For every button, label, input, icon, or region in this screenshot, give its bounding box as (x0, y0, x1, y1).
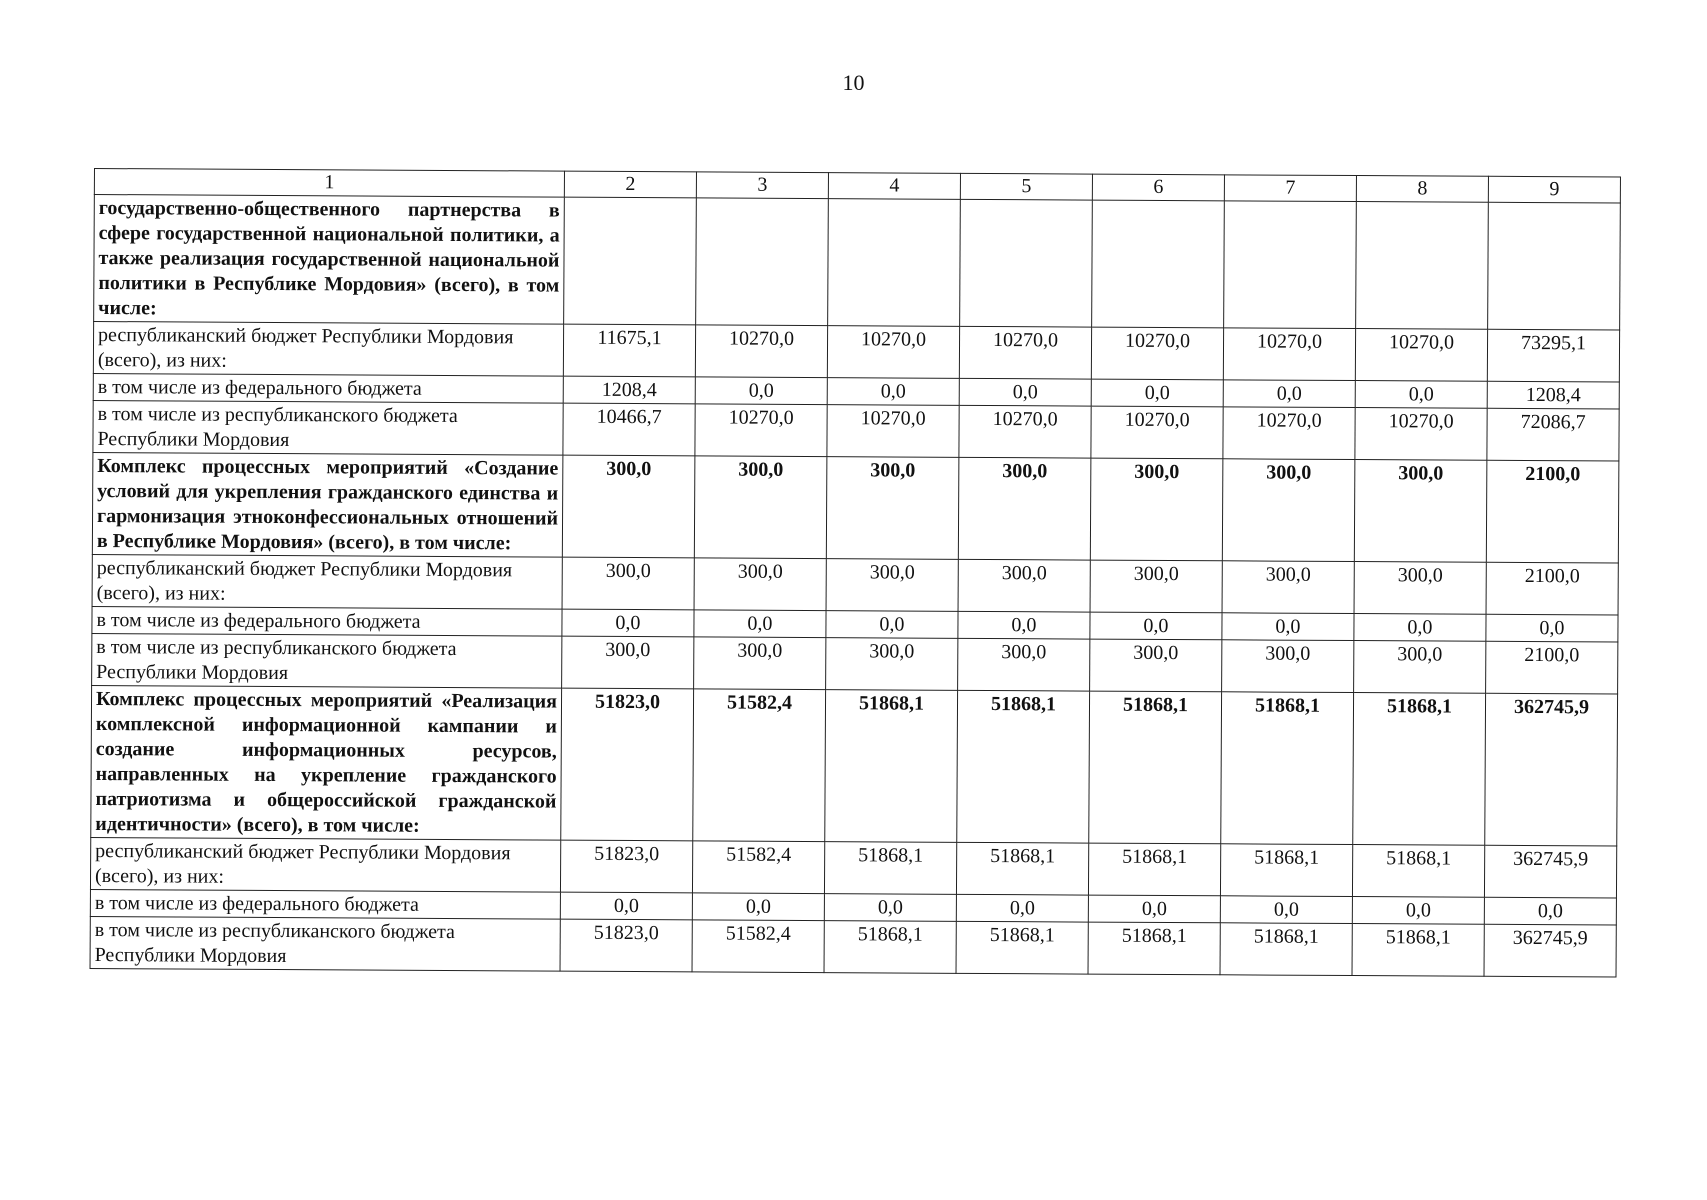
column-header-1: 1 (94, 169, 564, 198)
value-cell: 0,0 (560, 892, 692, 920)
value-cell: 300,0 (562, 455, 695, 558)
table-row (90, 837, 1616, 898)
column-header-7: 7 (1224, 175, 1356, 202)
value-cell: 51868,1 (956, 842, 1088, 895)
value-cell: 51868,1 (1352, 845, 1484, 898)
row-label: в том числе из республиканского бюджета Республики Мордовия (92, 633, 562, 688)
value-cell: 0,0 (695, 377, 827, 405)
table-row (92, 452, 1619, 563)
value-cell: 300,0 (1090, 560, 1222, 613)
value-cell: 0,0 (1088, 895, 1220, 923)
value-cell: 0,0 (959, 378, 1091, 406)
value-cell: 300,0 (958, 559, 1090, 612)
value-cell: 10270,0 (1355, 408, 1487, 461)
value-cell: 0,0 (1486, 614, 1618, 642)
value-cell: 300,0 (694, 558, 826, 611)
value-cell: 0,0 (1354, 614, 1486, 642)
value-cell: 0,0 (692, 893, 824, 921)
value-cell: 10270,0 (695, 325, 827, 378)
value-cell: 10270,0 (959, 405, 1091, 458)
value-cell: 300,0 (1090, 458, 1223, 561)
table-row (90, 916, 1616, 977)
value-cell: 300,0 (958, 638, 1090, 691)
value-cell: 300,0 (562, 557, 694, 610)
value-cell: 10270,0 (1091, 327, 1223, 380)
table-row (93, 322, 1619, 383)
value-cell: 0,0 (694, 610, 826, 638)
value-cell: 51823,0 (560, 840, 692, 893)
value-cell: 300,0 (1354, 562, 1486, 615)
value-cell: 51868,1 (1088, 922, 1220, 975)
row-label: республиканский бюджет Республики Мордовия (всего), из них: (92, 554, 562, 609)
value-cell: 300,0 (1354, 460, 1487, 563)
value-cell: 300,0 (1090, 639, 1222, 692)
value-cell (960, 199, 1093, 327)
value-cell: 300,0 (694, 456, 827, 559)
row-label: в том числе из федерального бюджета (93, 373, 563, 403)
value-cell (828, 199, 961, 327)
value-cell (1356, 202, 1489, 330)
value-cell (696, 198, 829, 326)
value-cell: 51868,1 (956, 921, 1088, 974)
value-cell: 1208,4 (563, 376, 695, 404)
value-cell: 300,0 (1354, 641, 1486, 694)
value-cell: 2100,0 (1486, 562, 1618, 615)
table-row (92, 633, 1618, 694)
value-cell: 51582,4 (693, 689, 826, 842)
value-cell: 51868,1 (1220, 923, 1352, 976)
value-cell: 51868,1 (825, 690, 958, 843)
value-cell: 51868,1 (1352, 924, 1484, 977)
value-cell: 51868,1 (1221, 692, 1354, 845)
value-cell: 73295,1 (1487, 329, 1619, 382)
value-cell: 0,0 (562, 609, 694, 637)
value-cell: 0,0 (1091, 379, 1223, 407)
value-cell: 0,0 (1220, 896, 1352, 924)
value-cell: 0,0 (1355, 381, 1487, 409)
value-cell: 51823,0 (560, 919, 692, 972)
row-label: в том числе из федерального бюджета (92, 606, 562, 636)
value-cell: 51868,1 (1353, 693, 1486, 846)
row-label: Комплекс процессных мероприятий «Создание условий для укрепления гражданского единства и гармонизация этноконфессиональных отношений в Республике Мордовия» (всего), в том числе: (92, 452, 563, 557)
value-cell: 51868,1 (824, 921, 956, 974)
value-cell (564, 197, 697, 325)
row-label: в том числе из республиканского бюджета Республики Мордовия (93, 400, 563, 455)
row-label: республиканский бюджет Республики Мордовия (всего), из них: (90, 837, 560, 892)
value-cell: 10270,0 (1223, 407, 1355, 460)
value-cell: 10270,0 (1355, 329, 1487, 382)
value-cell: 0,0 (958, 611, 1090, 639)
value-cell: 300,0 (826, 559, 958, 612)
value-cell: 1208,4 (1487, 381, 1619, 409)
value-cell: 51868,1 (824, 842, 956, 895)
table-row (92, 554, 1618, 615)
value-cell: 51868,1 (1220, 844, 1352, 897)
value-cell: 300,0 (1222, 459, 1355, 562)
value-cell: 0,0 (1222, 613, 1354, 641)
value-cell: 300,0 (958, 457, 1091, 560)
value-cell (1224, 201, 1357, 329)
value-cell: 0,0 (827, 378, 959, 406)
value-cell: 10270,0 (695, 404, 827, 457)
value-cell: 10466,7 (563, 403, 695, 456)
value-cell (1488, 202, 1621, 330)
value-cell: 2100,0 (1486, 460, 1619, 563)
value-cell: 0,0 (956, 894, 1088, 922)
row-label: государственно-общественного партнерства в сфере государственной национальной политики, а также реализация государственной национальной политики в Республике Мордовия» (всего), в том числе: (94, 195, 565, 325)
value-cell: 2100,0 (1486, 641, 1618, 694)
value-cell: 11675,1 (563, 324, 695, 377)
table-row (93, 400, 1619, 461)
value-cell: 362745,9 (1484, 845, 1616, 898)
column-header-3: 3 (696, 172, 828, 199)
value-cell: 51868,1 (957, 690, 1090, 843)
value-cell: 300,0 (694, 637, 826, 690)
value-cell: 10270,0 (827, 326, 959, 379)
value-cell: 362745,9 (1485, 693, 1618, 846)
value-cell: 300,0 (1222, 640, 1354, 693)
value-cell: 10270,0 (959, 326, 1091, 379)
column-header-4: 4 (828, 173, 960, 200)
page-number: 10 (842, 70, 865, 95)
value-cell: 0,0 (1484, 897, 1616, 925)
value-cell: 0,0 (824, 894, 956, 922)
budget-table (90, 168, 1621, 978)
value-cell: 0,0 (1090, 612, 1222, 640)
value-cell: 51582,4 (692, 841, 824, 894)
value-cell: 300,0 (826, 638, 958, 691)
row-label: в том числе из республиканского бюджета Республики Мордовия (90, 916, 560, 971)
column-header-8: 8 (1356, 176, 1488, 203)
value-cell: 300,0 (826, 457, 959, 560)
value-cell (1092, 200, 1225, 328)
value-cell: 300,0 (562, 636, 694, 689)
row-label: в том числе из федерального бюджета (90, 889, 560, 919)
value-cell: 362745,9 (1484, 924, 1616, 977)
value-cell: 51582,4 (692, 920, 824, 973)
value-cell: 51868,1 (1088, 843, 1220, 896)
column-header-9: 9 (1488, 176, 1620, 203)
row-label: Комплекс процессных мероприятий «Реализация комплексной информационной кампании и создание информационных ресурсов, направленных на укрепление гражданского патриотизма и общероссийской гражданской идентичности» (всего), в том числе: (91, 685, 562, 840)
value-cell: 0,0 (1223, 380, 1355, 408)
value-cell: 300,0 (1222, 561, 1354, 614)
value-cell: 51868,1 (1089, 691, 1222, 844)
value-cell: 10270,0 (1223, 328, 1355, 381)
table-body (90, 195, 1620, 978)
value-cell: 0,0 (1352, 897, 1484, 925)
column-header-6: 6 (1092, 174, 1224, 201)
row-label: республиканский бюджет Республики Мордовия (всего), из них: (93, 322, 563, 377)
value-cell: 72086,7 (1487, 408, 1619, 461)
value-cell: 0,0 (826, 611, 958, 639)
column-header-5: 5 (960, 173, 1092, 200)
table-row (94, 195, 1621, 331)
value-cell: 51823,0 (561, 688, 694, 841)
table-row (91, 685, 1618, 846)
value-cell: 10270,0 (827, 405, 959, 458)
column-header-2: 2 (564, 171, 696, 198)
value-cell: 10270,0 (1091, 406, 1223, 459)
